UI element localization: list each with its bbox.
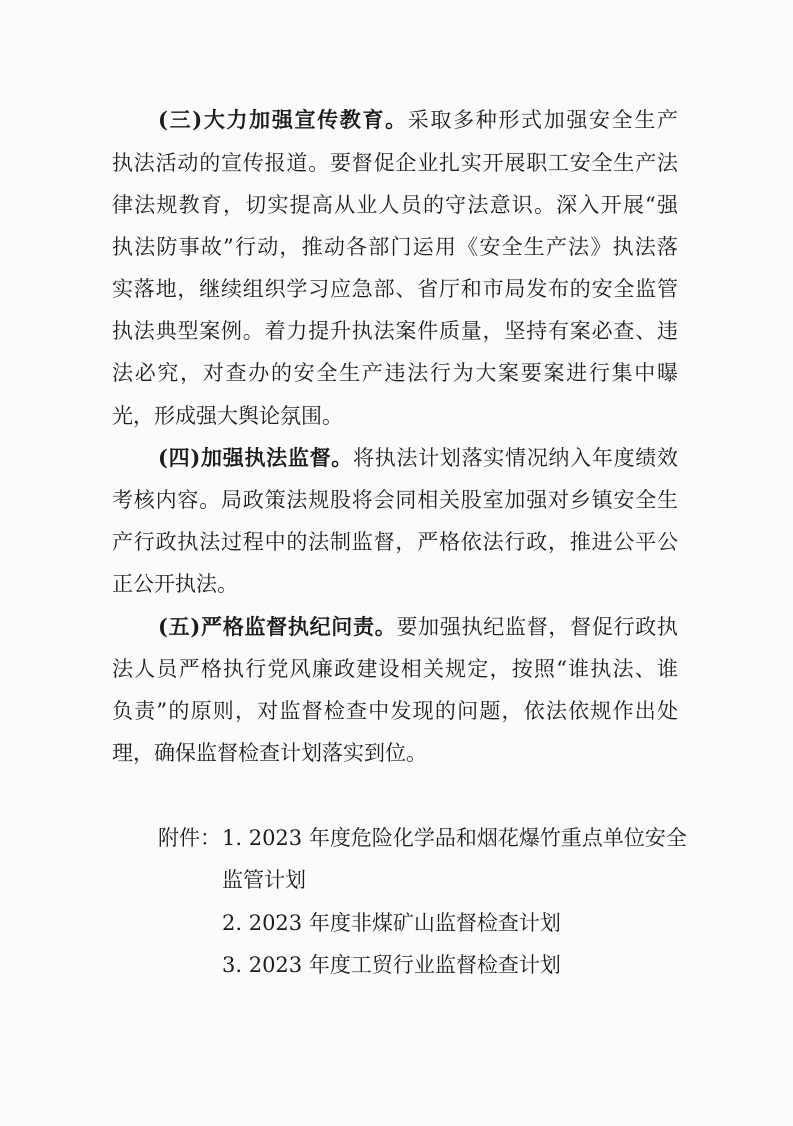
- paragraph-text: 律法规教育，切实提高从业人员的守法意识。深入开展“强: [112, 193, 678, 217]
- paragraph-line: [0, 693, 793, 729]
- paragraph-line: [0, 609, 793, 645]
- paragraph-line: [0, 102, 793, 138]
- attachments-label: 附件：: [158, 826, 221, 850]
- paragraph-heading: (四)加强执法监督。: [158, 445, 354, 470]
- paragraph-line: [0, 187, 793, 223]
- attachment-title: 监管计划: [222, 868, 306, 892]
- paragraph-line: [0, 355, 793, 391]
- paragraph-text: 要加强执纪监督，督促行政执: [396, 615, 678, 639]
- paragraph-heading: (五)严格监督执纪问责。: [158, 614, 397, 639]
- paragraph-line: [0, 735, 793, 771]
- attachment-item: [0, 820, 793, 856]
- attachment-title: 2. 2023 年度非煤矿山监督检查计划: [222, 911, 561, 935]
- paragraph-line: [0, 566, 793, 602]
- paragraph-line: [0, 313, 793, 349]
- attachment-title: 3. 2023 年度工贸行业监督检查计划: [222, 953, 561, 977]
- paragraph-line: [0, 524, 793, 560]
- attachment-item: [0, 947, 793, 983]
- paragraph-text: 执法防事故”行动，推动各部门运用《安全生产法》执法落: [112, 235, 678, 259]
- paragraph-text: 执法典型案例。着力提升执法案件质量，坚持有案必查、违: [112, 319, 678, 343]
- paragraph-line: [0, 651, 793, 687]
- paragraph-text: 理，确保监督检查计划落实到位。: [112, 741, 427, 765]
- attachment-item-continued: [0, 862, 793, 898]
- paragraph-line: [0, 398, 793, 434]
- attachment-item: [0, 905, 793, 941]
- paragraph-line: [0, 229, 793, 265]
- paragraph-text: 光，形成强大舆论氛围。: [112, 404, 343, 428]
- paragraph-text: 正公开执法。: [112, 572, 238, 596]
- paragraph-text: 采取多种形式加强安全生产: [407, 108, 678, 132]
- paragraph-text: 产行政执法过程中的法制监督，严格依法行政，推进公平公: [112, 530, 678, 554]
- attachment-title: 1. 2023 年度危险化学品和烟花爆竹重点单位安全: [222, 826, 687, 850]
- paragraph-heading: (三)大力加强宣传教育。: [158, 107, 408, 132]
- paragraph-text: 将执法计划落实情况纳入年度绩效: [353, 446, 679, 470]
- paragraph-text: 实落地，继续组织学习应急部、省厅和市局发布的安全监管: [112, 277, 678, 301]
- paragraph-line: [0, 145, 793, 181]
- paragraph-text: 法必究，对查办的安全生产违法行为大案要案进行集中曝: [112, 361, 678, 385]
- paragraph-line: [0, 271, 793, 307]
- paragraph-text: 负责”的原则，对监督检查中发现的问题，依法依规作出处: [112, 699, 678, 723]
- paragraph-line: [0, 482, 793, 518]
- paragraph-text: 法人员严格执行党风廉政建设相关规定，按照“谁执法、谁: [112, 657, 678, 681]
- paragraph-text: 执法活动的宣传报道。要督促企业扎实开展职工安全生产法: [112, 151, 678, 175]
- paragraph-text: 考核内容。局政策法规股将会同相关股室加强对乡镇安全生: [112, 488, 678, 512]
- paragraph-line: [0, 440, 793, 476]
